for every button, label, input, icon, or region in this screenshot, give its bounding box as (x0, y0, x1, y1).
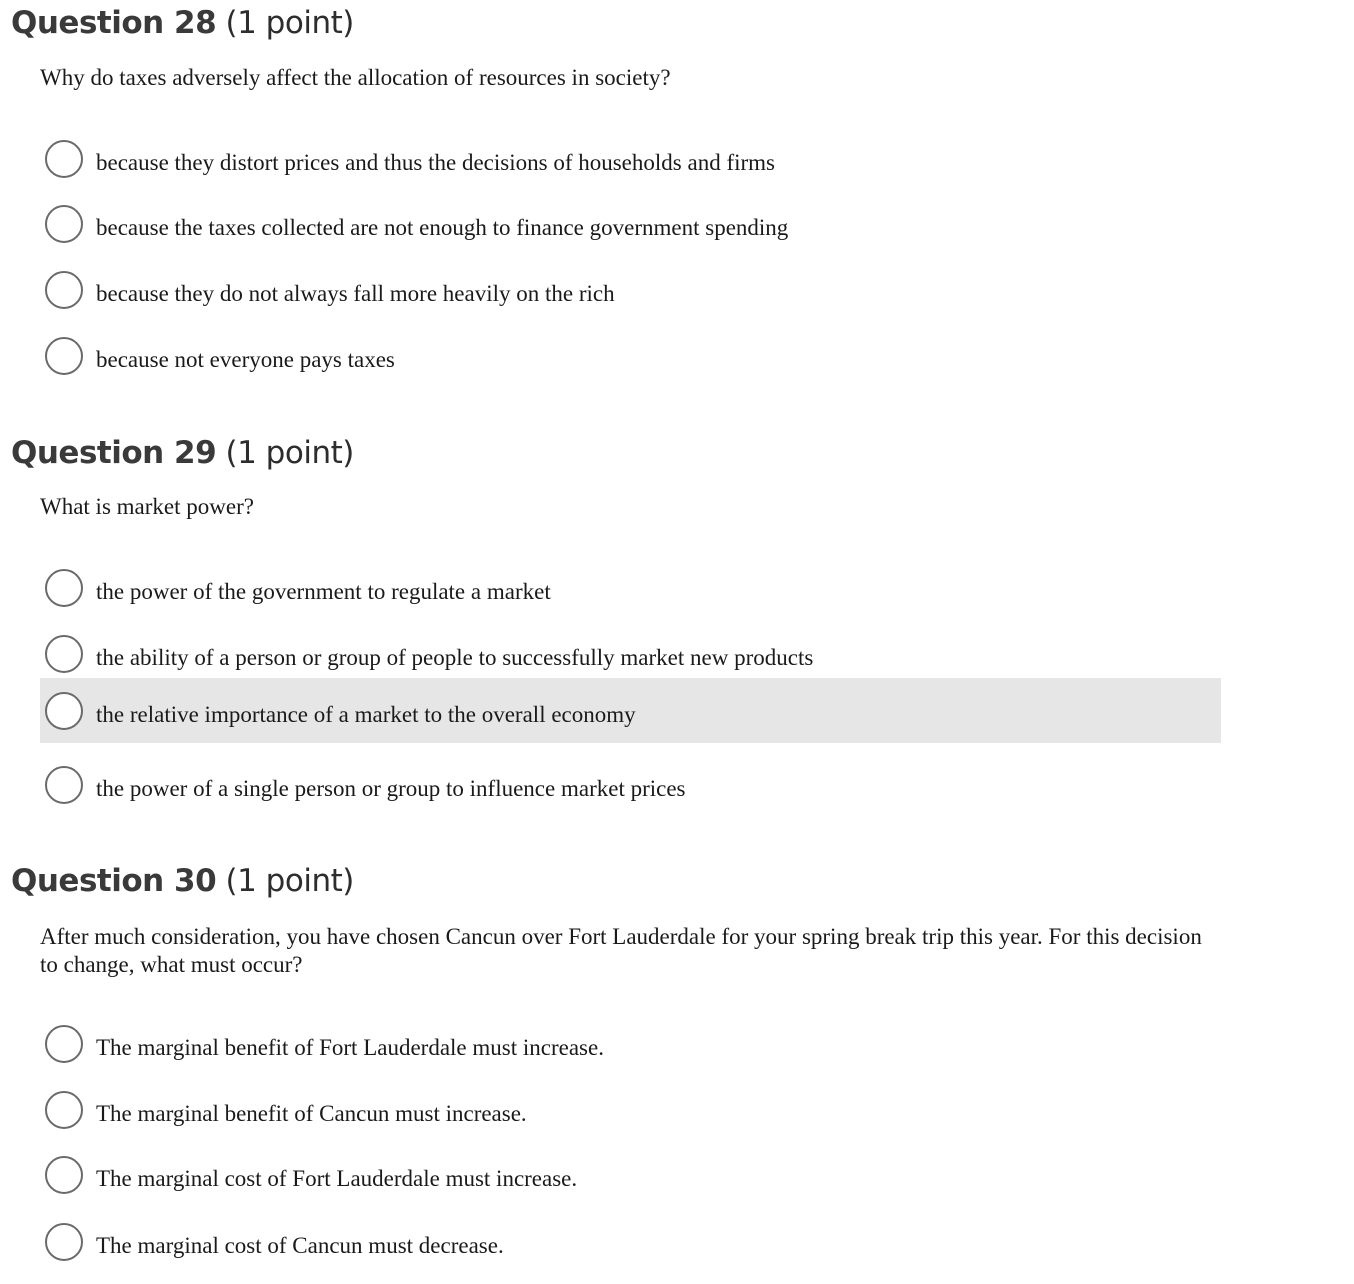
question-28-heading (11, 5, 354, 41)
q28-option-3[interactable] (40, 257, 1221, 322)
q29-option-4[interactable] (40, 752, 1221, 817)
option-label: The marginal cost of Cancun must decrease. (96, 1232, 504, 1258)
option-label: because they do not always fall more heavily on the rich (96, 280, 615, 306)
radio-button[interactable] (45, 337, 83, 375)
q30-option-3[interactable] (40, 1142, 1221, 1207)
question-points: (1 point) (225, 435, 354, 471)
q30-option-2[interactable] (40, 1077, 1221, 1142)
radio-button[interactable] (45, 271, 83, 309)
question-number: Question 30 (11, 863, 217, 899)
option-label: The marginal benefit of Cancun must increase. (96, 1100, 527, 1126)
q28-option-4[interactable] (40, 323, 1221, 388)
radio-button[interactable] (45, 1025, 83, 1063)
question-number: Question 28 (11, 5, 217, 41)
q28-option-1[interactable] (40, 126, 1221, 191)
option-label: The marginal cost of Fort Lauderdale must increase. (96, 1165, 578, 1191)
question-30-heading (11, 863, 354, 899)
q30-option-4[interactable] (40, 1209, 1221, 1274)
question-number: Question 29 (11, 435, 217, 471)
radio-button[interactable] (45, 205, 83, 243)
q29-option-1[interactable] (40, 555, 1221, 620)
q29-option-3[interactable] (40, 678, 1221, 743)
radio-button[interactable] (45, 1091, 83, 1129)
option-label: the ability of a person or group of people to successfully market new products (96, 644, 814, 670)
radio-button[interactable] (45, 635, 83, 673)
option-label: The marginal benefit of Fort Lauderdale must increase. (96, 1034, 604, 1060)
question-30-prompt: After much consideration, you have chosen Cancun over Fort Lauderdale for your spring break trip this year. For this decision to change, what must occur? (40, 924, 1202, 977)
option-label: because they distort prices and thus the decisions of households and firms (96, 149, 775, 175)
option-label: the relative importance of a market to the overall economy (96, 701, 636, 727)
question-29-heading (11, 435, 354, 471)
radio-button[interactable] (45, 1223, 83, 1261)
radio-button[interactable] (45, 692, 83, 730)
q29-option-2[interactable] (40, 621, 1221, 686)
option-label: because the taxes collected are not enough to finance government spending (96, 214, 789, 240)
question-points: (1 point) (225, 5, 354, 41)
question-28-prompt: Why do taxes adversely affect the allocation of resources in society? (40, 65, 671, 90)
q28-option-2[interactable] (40, 191, 1221, 256)
q30-option-1[interactable] (40, 1011, 1221, 1076)
radio-button[interactable] (45, 569, 83, 607)
option-label: the power of a single person or group to influence market prices (96, 775, 686, 801)
option-label: because not everyone pays taxes (96, 346, 395, 372)
question-points: (1 point) (225, 863, 354, 899)
question-29-prompt: What is market power? (40, 494, 254, 519)
radio-button[interactable] (45, 1156, 83, 1194)
option-label: the power of the government to regulate a market (96, 578, 551, 604)
radio-button[interactable] (45, 766, 83, 804)
radio-button[interactable] (45, 140, 83, 178)
